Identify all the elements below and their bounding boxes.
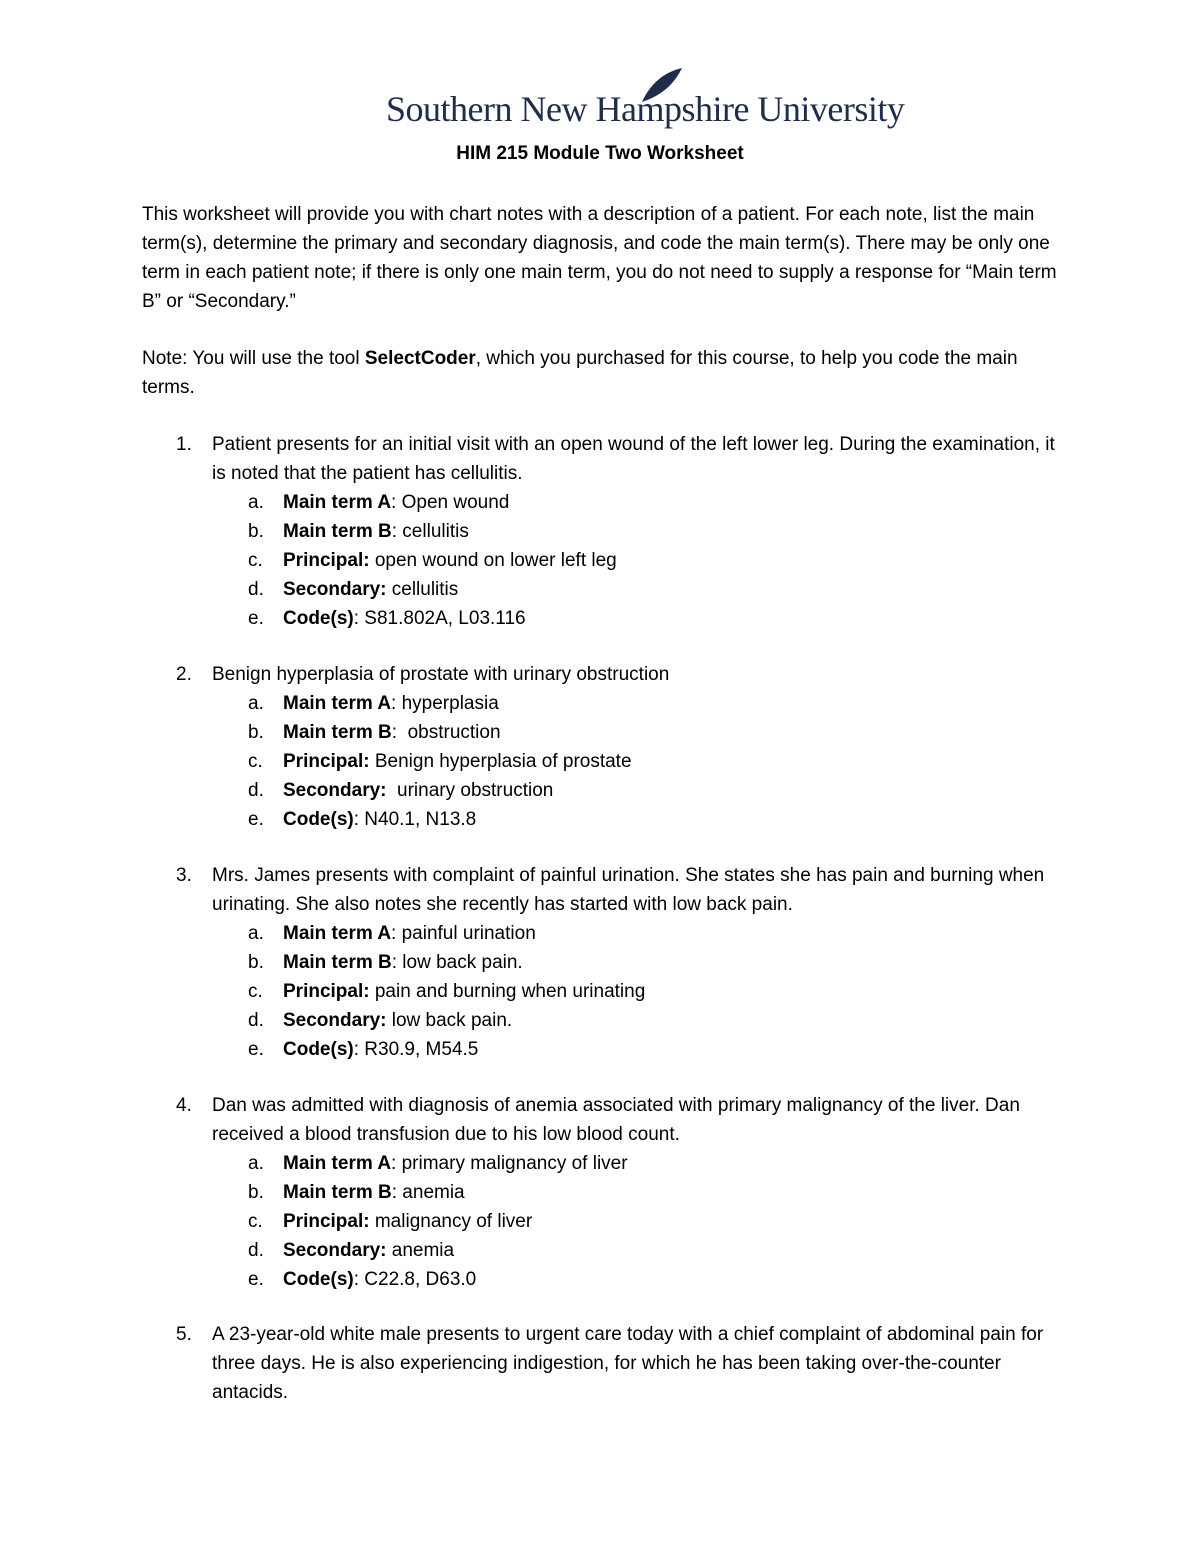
answer-letter: c. <box>248 550 263 571</box>
answer-label: Principal: <box>283 751 370 772</box>
answer-label: Secondary: <box>283 1010 387 1031</box>
note-prefix: Note: You will use the tool <box>142 348 365 369</box>
question-item <box>142 1320 1072 1407</box>
note-suffix: , which you purchased for this course, to help you code the main terms. <box>142 348 1018 398</box>
answer-item <box>248 689 1072 718</box>
answer-separator: : <box>391 722 398 743</box>
answer-value: malignancy of liver <box>369 1211 533 1232</box>
question-item <box>142 861 1072 1064</box>
answer-letter: e. <box>248 809 264 830</box>
answer-letter: d. <box>248 780 264 801</box>
answer-letter: e. <box>248 1269 264 1290</box>
answer-item <box>248 919 1072 948</box>
answer-label: Main term B <box>283 1182 392 1203</box>
answer-item <box>248 1207 1072 1236</box>
answer-label: Secondary: <box>283 1240 387 1261</box>
question-number: 1. <box>176 434 192 455</box>
answer-value: open wound on lower left leg <box>369 550 617 571</box>
answer-label: Code(s) <box>283 1039 354 1060</box>
answer-value: urinary obstruction <box>386 780 554 801</box>
answer-letter: b. <box>248 521 264 542</box>
answer-letter: e. <box>248 1039 264 1060</box>
answer-label: Main term A <box>283 492 392 513</box>
intro-paragraph: This worksheet will provide you with chart notes with a description of a patient. For each note, list the main term(s), determine the primary and secondary diagnosis, and code the main term(s). There may be only one term in each patient note; if there is only one main term, you do not need to supply a response for “Main term B” or “Secondary.” <box>142 204 1057 312</box>
answer-item <box>248 1265 1072 1294</box>
question-stem: Patient presents for an initial visit with an open wound of the left lower leg. During the examination, it is noted that the patient has cellulitis. <box>212 434 1055 484</box>
answer-label: Main term A <box>283 923 392 944</box>
answer-label: Code(s) <box>283 809 354 830</box>
answer-value: hyperplasia <box>396 693 499 714</box>
question-item <box>142 660 1072 834</box>
answer-item <box>248 776 1072 805</box>
question-item <box>142 430 1072 633</box>
answer-separator: : <box>391 693 397 714</box>
answer-separator: : <box>391 1182 398 1203</box>
answer-item <box>248 948 1072 977</box>
answer-value: low back pain. <box>386 1010 513 1031</box>
answer-value: obstruction <box>397 722 501 743</box>
answer-item <box>248 517 1072 546</box>
answer-separator: : <box>353 809 360 830</box>
answer-separator: : <box>391 521 398 542</box>
answer-separator: : <box>391 952 398 973</box>
answer-letter: a. <box>248 923 264 944</box>
answer-value: pain and burning when urinating <box>369 981 646 1002</box>
question-number: 2. <box>176 664 192 685</box>
answer-label: Main term A <box>283 1153 392 1174</box>
answer-value: cellulitis <box>386 579 459 600</box>
answer-separator: : <box>391 1153 397 1174</box>
answer-value: S81.802A, L03.116 <box>359 608 526 629</box>
answer-item <box>248 718 1072 747</box>
answer-label: Code(s) <box>283 1269 354 1290</box>
answer-label: Secondary: <box>283 780 387 801</box>
question-number: 5. <box>176 1324 192 1345</box>
university-logo <box>386 66 905 136</box>
answer-item <box>248 1035 1072 1064</box>
answer-label: Main term B <box>283 521 392 542</box>
answer-value: R30.9, M54.5 <box>359 1039 479 1060</box>
answer-label: Main term B <box>283 722 392 743</box>
question-stem: A 23-year-old white male presents to urgent care today with a chief complaint of abdominal pain for three days. He is also experiencing indigestion, for which he has been taking over-the-counter antacids. <box>212 1324 1044 1403</box>
answer-value: primary malignancy of liver <box>396 1153 628 1174</box>
answer-item <box>248 1178 1072 1207</box>
question-stem: Dan was admitted with diagnosis of anemia associated with primary malignancy of the liver. Dan received a blood transfusion due to his low blood count. <box>212 1095 1020 1145</box>
answer-label: Code(s) <box>283 608 354 629</box>
answer-letter: c. <box>248 751 263 772</box>
answer-value: Open wound <box>396 492 510 513</box>
answer-value: cellulitis <box>397 521 469 542</box>
answer-label: Secondary: <box>283 579 387 600</box>
answer-separator: : <box>353 1269 360 1290</box>
answer-value: N40.1, N13.8 <box>359 809 477 830</box>
answer-letter: c. <box>248 981 263 1002</box>
answer-label: Principal: <box>283 1211 370 1232</box>
question-stem: Benign hyperplasia of prostate with urinary obstruction <box>212 664 670 685</box>
answer-label: Main term A <box>283 693 392 714</box>
answer-item <box>248 1149 1072 1178</box>
answer-item <box>248 747 1072 776</box>
answer-letter: d. <box>248 1010 264 1031</box>
answer-letter: c. <box>248 1211 263 1232</box>
answer-label: Principal: <box>283 550 370 571</box>
logo-text: Southern New Hampshire University <box>386 89 905 129</box>
answer-separator: : <box>353 1039 360 1060</box>
answer-value: low back pain. <box>397 952 523 973</box>
question-item <box>142 1091 1072 1294</box>
answer-letter: b. <box>248 952 264 973</box>
answer-item <box>248 1006 1072 1035</box>
note-paragraph <box>142 344 1072 402</box>
question-number: 4. <box>176 1095 192 1116</box>
answer-letter: b. <box>248 722 264 743</box>
answer-value: C22.8, D63.0 <box>359 1269 477 1290</box>
tool-name: SelectCoder <box>364 348 476 369</box>
answer-item <box>248 604 1072 633</box>
answer-value: Benign hyperplasia of prostate <box>369 751 632 772</box>
answer-separator: : <box>353 608 360 629</box>
answer-separator: : <box>391 923 397 944</box>
question-stem: Mrs. James presents with complaint of painful urination. She states she has pain and burning when urinating. She also notes she recently has started with low back pain. <box>212 865 1045 915</box>
page-title: HIM 215 Module Two Worksheet <box>456 143 744 164</box>
answer-letter: d. <box>248 1240 264 1261</box>
answer-item <box>248 805 1072 834</box>
answer-letter: d. <box>248 579 264 600</box>
answer-separator: : <box>391 492 397 513</box>
answer-letter: a. <box>248 693 264 714</box>
answer-item <box>248 546 1072 575</box>
answer-label: Main term B <box>283 952 392 973</box>
answer-item <box>248 1236 1072 1265</box>
answer-value: anemia <box>397 1182 465 1203</box>
answer-letter: e. <box>248 608 264 629</box>
answer-item <box>248 488 1072 517</box>
question-number: 3. <box>176 865 192 886</box>
answer-label: Principal: <box>283 981 370 1002</box>
answer-item <box>248 977 1072 1006</box>
answer-item <box>248 575 1072 604</box>
answer-value: anemia <box>386 1240 455 1261</box>
answer-letter: a. <box>248 492 264 513</box>
answer-value: painful urination <box>396 923 536 944</box>
answer-letter: b. <box>248 1182 264 1203</box>
answer-letter: a. <box>248 1153 264 1174</box>
